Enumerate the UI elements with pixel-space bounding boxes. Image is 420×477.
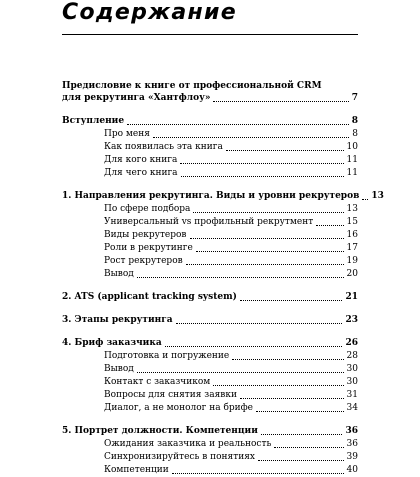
toc-page-number: 11 [346, 168, 358, 178]
toc-section-row[interactable] [62, 115, 358, 128]
toc-preface-line2: для рекрутинга «Хантфлоу» [62, 93, 211, 103]
toc-leader-dots [274, 446, 343, 448]
toc-section-gap [62, 281, 358, 291]
toc-section-label: 1. Направления рекрутинга. Виды и уровни рекрутеров [62, 191, 360, 201]
toc-leader-dots [137, 276, 344, 278]
toc-page-number: 15 [346, 217, 358, 227]
toc-subsection-label: Для чего книга [104, 168, 178, 178]
toc-page-number: 36 [345, 426, 358, 436]
toc-leader-dots [213, 384, 343, 386]
toc-section-label: 5. Портрет должности. Компетенции [62, 426, 258, 436]
toc-section-gap [62, 180, 358, 190]
toc-page-number: 34 [346, 403, 358, 413]
toc-leader-dots [256, 410, 344, 412]
toc-leader-dots [153, 136, 349, 138]
toc-leader-dots [261, 433, 343, 435]
toc-subsection-label: Синхронизируйтесь в понятиях [104, 452, 255, 462]
toc-subsection-row[interactable] [62, 438, 358, 451]
toc-section-label: 2. ATS (applicant tracking system) [62, 292, 237, 302]
toc-subsection-label: Как появилась эта книга [104, 142, 223, 152]
toc-subsection-label: Роли в рекрутинге [104, 243, 193, 253]
toc-leader-dots [181, 175, 344, 177]
toc-subsection-row[interactable] [62, 216, 358, 229]
toc-subsection-label: Диалог, а не монолог на брифе [104, 403, 253, 413]
toc-page-number: 13 [371, 191, 384, 201]
toc-subsection-label: Контакт с заказчиком [104, 377, 211, 387]
toc-leader-dots [316, 224, 343, 226]
toc-section-gap [62, 327, 358, 337]
toc-subsection-label: Для кого книга [104, 155, 178, 165]
toc-page-number: 17 [346, 243, 358, 253]
toc-leader-dots [232, 358, 343, 360]
toc-section-gap [62, 415, 358, 425]
toc-leader-dots [186, 263, 344, 265]
toc-page-number: 39 [346, 452, 358, 462]
toc-page-number: 11 [346, 155, 358, 165]
toc-preface-row[interactable] [62, 92, 358, 105]
toc-section-label: 3. Этапы рекрутинга [62, 315, 173, 325]
toc-leader-dots [240, 397, 344, 399]
toc-page-number: 26 [345, 338, 358, 348]
toc-leader-dots [172, 472, 344, 474]
toc-page-number: 31 [346, 390, 358, 400]
toc-subsection-row[interactable] [62, 363, 358, 376]
toc-leader-dots [180, 162, 343, 164]
toc-subsection-row[interactable] [62, 376, 358, 389]
toc-subsection-label: Вопросы для снятия заявки [104, 390, 237, 400]
toc-page-number: 30 [346, 364, 358, 374]
toc-subsection-row[interactable] [62, 203, 358, 216]
toc-section-row[interactable] [62, 190, 384, 203]
toc-subsection-row[interactable] [62, 451, 358, 464]
toc-leader-dots [196, 250, 344, 252]
toc-page-number: 20 [346, 269, 358, 279]
toc-leader-dots [127, 123, 349, 125]
toc-subsection-label: Ожидания заказчика и реальность [104, 439, 272, 449]
toc-leader-dots [258, 459, 344, 461]
toc-subsection-row[interactable] [62, 242, 358, 255]
toc-leader-dots [176, 322, 343, 324]
toc-subsection-row[interactable] [62, 402, 358, 415]
toc-section-label: 4. Бриф заказчика [62, 338, 162, 348]
toc-page-number: 16 [346, 230, 358, 240]
toc-section-gap [62, 105, 358, 115]
toc-section-gap [62, 304, 358, 314]
title-divider [62, 34, 358, 35]
toc-subsection-label: По сфере подбора [104, 204, 191, 214]
toc-subsection-row[interactable] [62, 167, 358, 180]
toc-subsection-row[interactable] [62, 464, 358, 477]
toc-leader-dots [137, 371, 344, 373]
toc-leader-dots [190, 237, 344, 239]
toc-section-row[interactable] [62, 337, 358, 350]
toc-leader-dots [362, 198, 368, 200]
toc-subsection-row[interactable] [62, 128, 358, 141]
toc-page-number: 13 [346, 204, 358, 214]
toc-leader-dots [240, 299, 343, 301]
toc-subsection-label: Универсальный vs профильный рекрутмент [104, 217, 314, 227]
toc-subsection-row[interactable] [62, 154, 358, 167]
toc-subsection-row[interactable] [62, 350, 358, 363]
toc-preface-line1-row[interactable] [62, 80, 358, 92]
toc-page-number: 8 [351, 116, 358, 126]
toc-subsection-row[interactable] [62, 255, 358, 268]
toc-subsection-label: Виды рекрутеров [104, 230, 187, 240]
toc-section-row[interactable] [62, 425, 358, 438]
toc-subsection-row[interactable] [62, 141, 358, 154]
toc-subsection-label: Компетенции [104, 465, 169, 475]
toc-subsection-label: Вывод [104, 269, 134, 279]
toc-leader-dots [213, 100, 348, 102]
toc-subsection-label: Про меня [104, 129, 150, 139]
toc-subsection-row[interactable] [62, 268, 358, 281]
toc-page-number: 7 [351, 93, 358, 103]
toc-page-number: 30 [346, 377, 358, 387]
toc-page-number: 19 [346, 256, 358, 266]
toc-page-number: 40 [346, 465, 358, 475]
toc-page-number: 36 [346, 439, 358, 449]
toc-subsection-row[interactable] [62, 229, 358, 242]
table-of-contents [62, 80, 384, 477]
toc-preface-line1: Предисловие к книге от профессиональной CRM [62, 81, 322, 91]
toc-page-number: 21 [345, 292, 358, 302]
toc-page-number: 8 [352, 129, 358, 139]
toc-subsection-label: Рост рекрутеров [104, 256, 183, 266]
toc-leader-dots [165, 345, 343, 347]
toc-subsection-row[interactable] [62, 389, 358, 402]
toc-page-number: 28 [346, 351, 358, 361]
toc-subsection-label: Вывод [104, 364, 134, 374]
toc-section-label: Вступление [62, 116, 125, 126]
toc-page-number: 23 [345, 315, 358, 325]
toc-page-number: 10 [346, 142, 358, 152]
toc-section-row[interactable] [62, 291, 358, 304]
page-title: Содержание [62, 0, 237, 25]
toc-section-row[interactable] [62, 314, 358, 327]
toc-leader-dots [193, 211, 343, 213]
toc-leader-dots [226, 149, 344, 151]
toc-subsection-label: Подготовка и погружение [104, 351, 230, 361]
